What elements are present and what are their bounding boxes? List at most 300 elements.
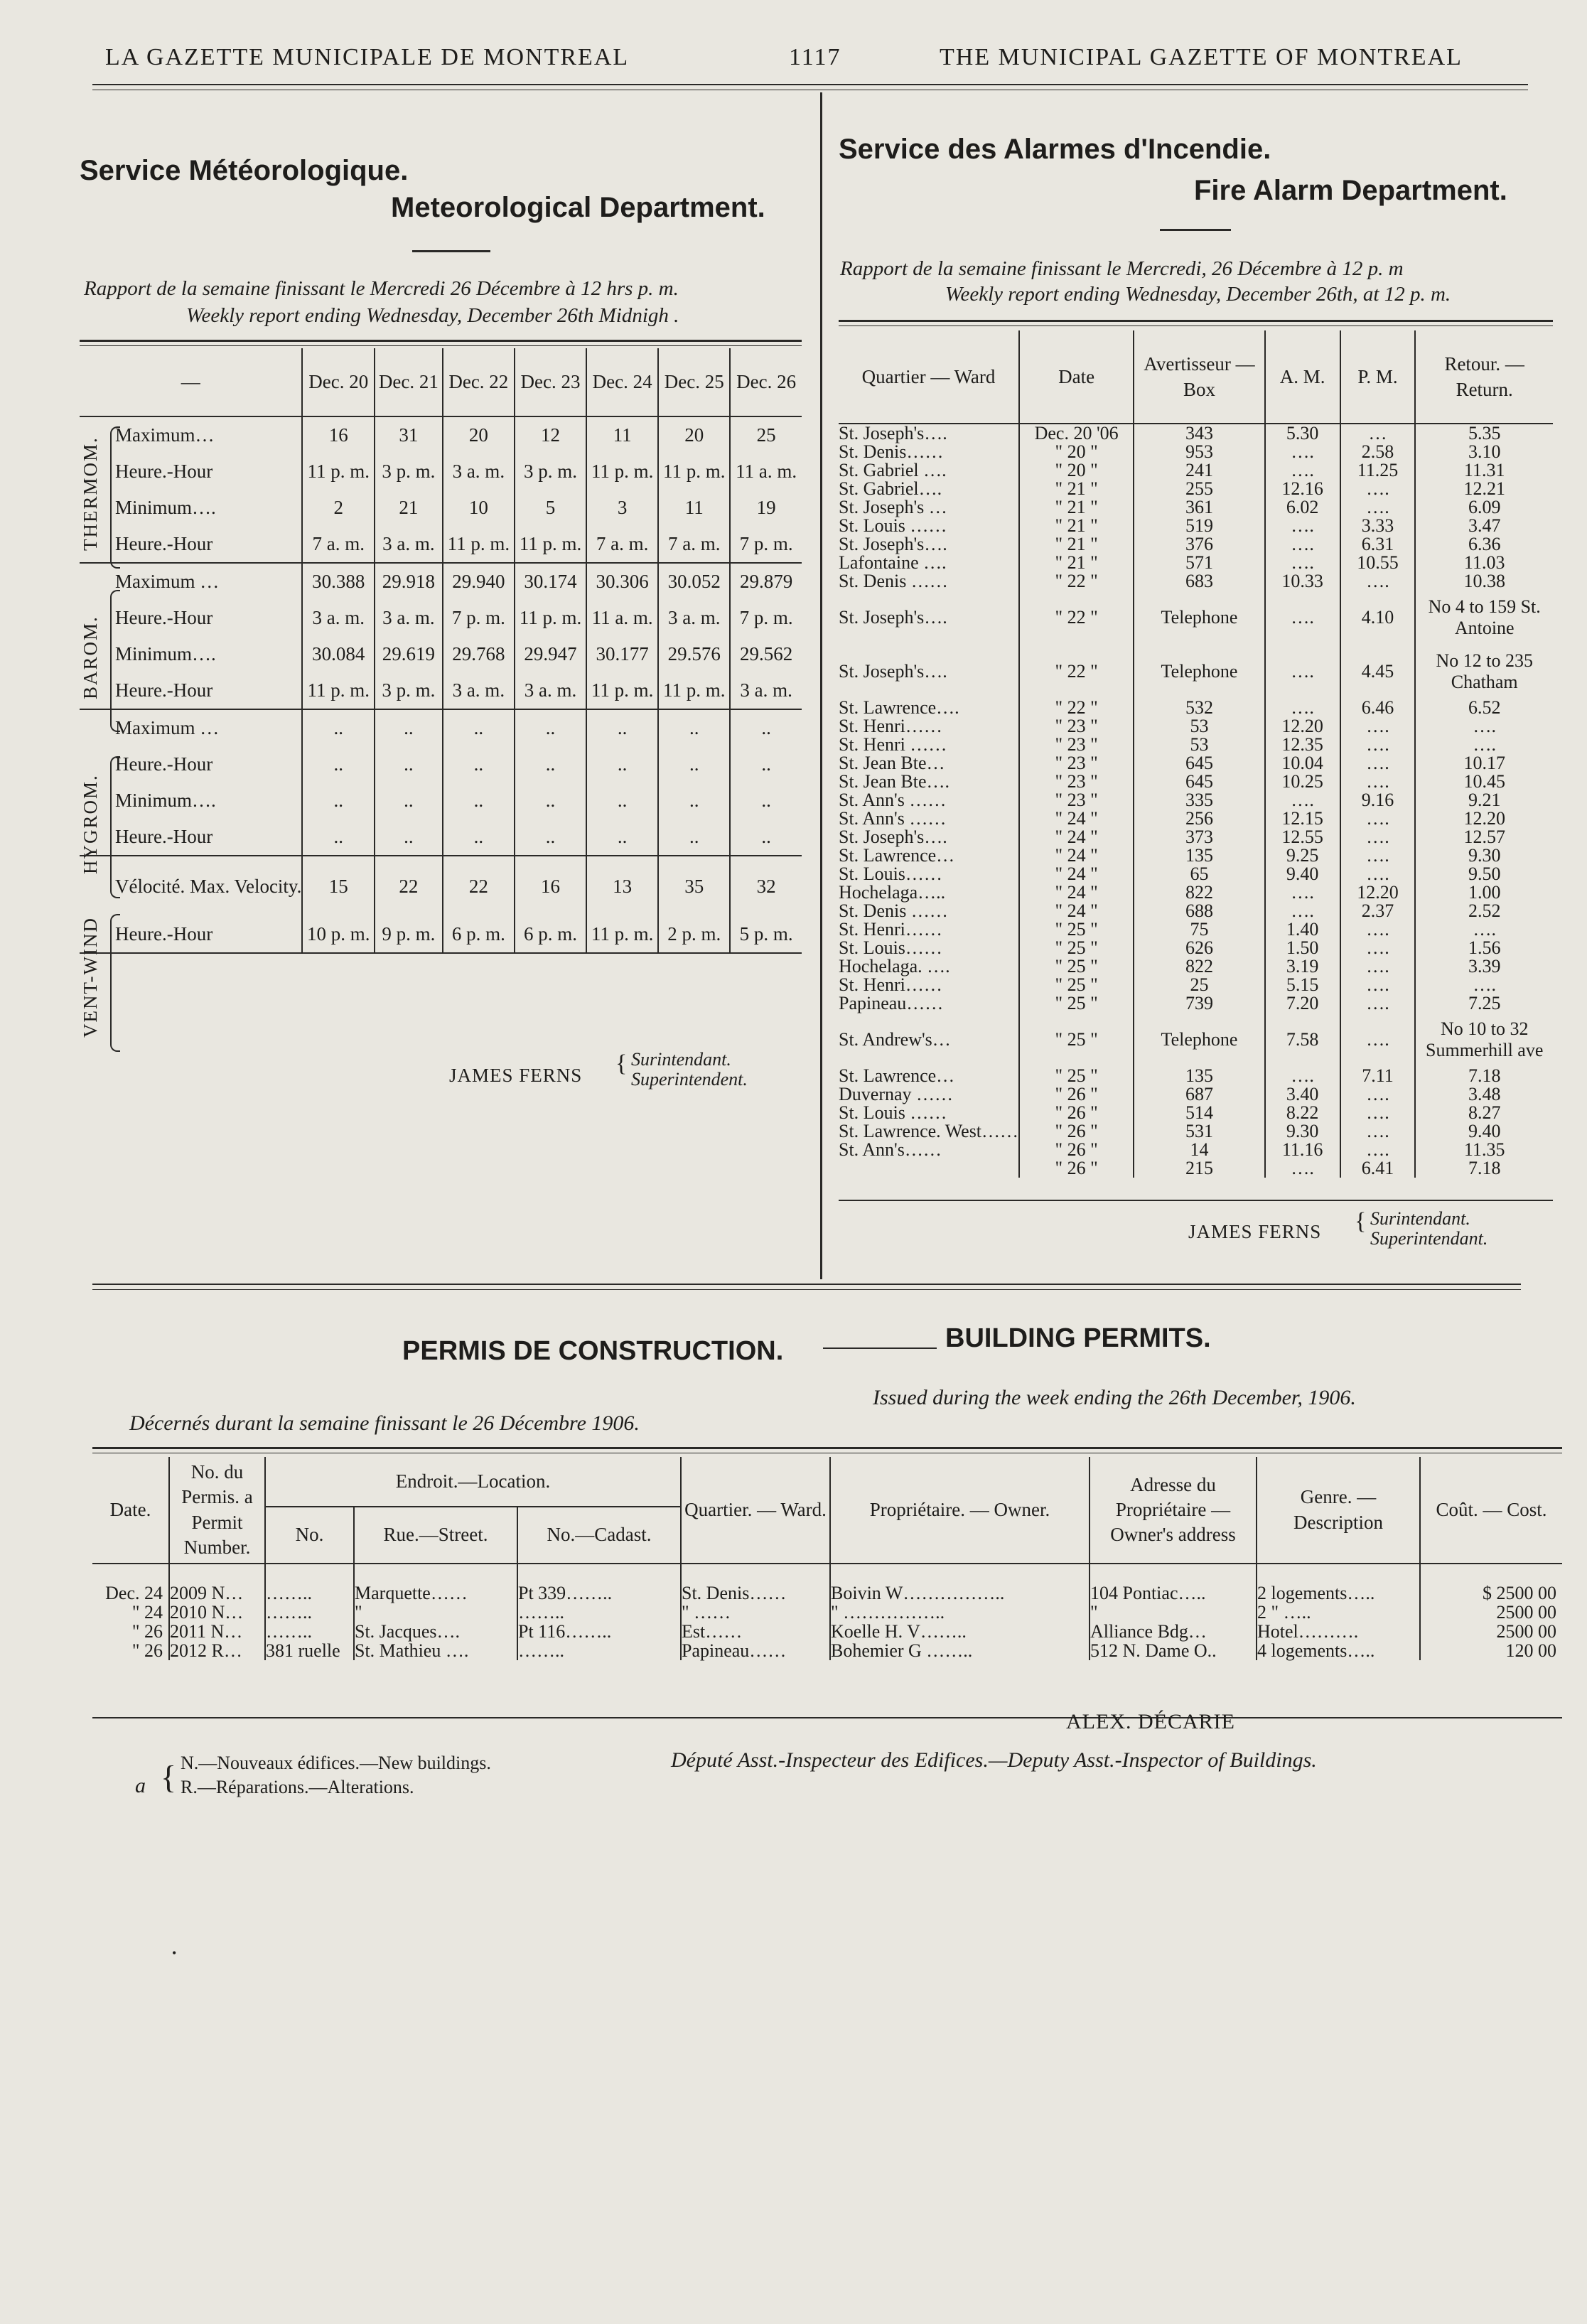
permits-cell-street: St. Mathieu ….: [354, 1641, 517, 1660]
meteo-row-label: Maximum …: [115, 571, 220, 592]
fire-cell: " 21 ": [1019, 517, 1134, 535]
fire-cell: ….: [1340, 865, 1416, 883]
fire-cell: 6.09: [1415, 498, 1553, 517]
fire-cell: 3.48: [1415, 1085, 1553, 1104]
meteo-cell: 3 a. m.: [443, 453, 515, 490]
permits-col-no: No.: [265, 1507, 354, 1564]
meteo-cell: 7 p. m.: [730, 526, 802, 563]
fire-cell: 335: [1134, 791, 1264, 809]
meteo-cell: ..: [730, 819, 802, 856]
fire-cell: 10.55: [1340, 554, 1416, 572]
fire-row: [839, 1085, 1553, 1104]
permits-table: [92, 1457, 1562, 1660]
fire-cell: ….: [1415, 976, 1553, 994]
fire-row: [839, 883, 1553, 902]
meteo-cell: 20: [443, 416, 515, 453]
meteo-cell: 11 p. m.: [302, 672, 375, 709]
fire-row: [839, 717, 1553, 736]
permits-subtitle-en: Issued during the week ending the 26th December, 1906.: [873, 1386, 1356, 1409]
permits-spacer-cell: [1257, 1564, 1420, 1583]
fire-cell: " 24 ": [1019, 809, 1134, 828]
meteo-cell: ..: [302, 746, 375, 782]
meteo-cell: ..: [443, 819, 515, 856]
fire-row: [839, 645, 1553, 699]
meteo-row-label: Heure.-Hour: [80, 672, 302, 709]
fire-row: [839, 1122, 1553, 1141]
fire-cell: " 23 ": [1019, 791, 1134, 809]
meteo-cell: 3 p. m.: [375, 672, 443, 709]
hygrom-label: HYGROM.: [80, 774, 101, 875]
permits-cell-address: 512 N. Dame O..: [1090, 1641, 1257, 1660]
fire-cell: 9.40: [1265, 865, 1340, 883]
meteo-cell: 11 p. m.: [586, 453, 658, 490]
meteo-row: [80, 709, 802, 746]
fire-cell: " 20 ": [1019, 443, 1134, 461]
fire-table-body: [839, 424, 1553, 1178]
fire-cell: " 24 ": [1019, 883, 1134, 902]
permits-cell-permit: 2009 N…: [169, 1583, 265, 1603]
fire-cell: 9.50: [1415, 865, 1553, 883]
fire-cell: Dec. 20 '06: [1019, 424, 1134, 443]
fire-row: [839, 480, 1553, 498]
fire-signature-title-fr: Surintendant.: [1370, 1208, 1470, 1229]
fire-cell: 2.37: [1340, 902, 1416, 920]
fire-cell: 9.30: [1265, 1122, 1340, 1141]
fire-cell: ….: [1340, 1141, 1416, 1159]
meteo-row: [80, 819, 802, 856]
fire-cell: 7.18: [1415, 1159, 1553, 1178]
fire-cell: 6.36: [1415, 535, 1553, 554]
fire-title-en: Fire Alarm Department.: [1194, 175, 1507, 206]
fire-cell: ….: [1265, 645, 1340, 699]
fire-row: [839, 957, 1553, 976]
fire-cell: 8.22: [1265, 1104, 1340, 1122]
permits-spacer-cell: [681, 1564, 830, 1583]
fire-cell: 9.21: [1415, 791, 1553, 809]
fire-cell: 6.46: [1340, 699, 1416, 717]
meteo-cell: 19: [730, 490, 802, 526]
fire-cell: 683: [1134, 572, 1264, 591]
fire-cell: 4.10: [1340, 591, 1416, 645]
permits-header-row-1: [92, 1457, 1562, 1507]
footnote-brace: {: [161, 1759, 177, 1795]
thermom-label: THERMOM.: [80, 436, 101, 552]
fire-cell: 688: [1134, 902, 1264, 920]
fire-cell: 953: [1134, 443, 1264, 461]
meteo-cell: 30.174: [515, 563, 586, 600]
fire-cell: St. Andrew's…: [839, 1029, 951, 1050]
permits-top-rule: [92, 1284, 1521, 1285]
fire-cell: " 24 ": [1019, 865, 1134, 883]
fire-cell: ….: [1340, 828, 1416, 846]
fire-row: [839, 1159, 1553, 1178]
permits-table-top-rule: [92, 1447, 1562, 1449]
fire-cell: ….: [1340, 939, 1416, 957]
fire-cell: 7.25: [1415, 994, 1553, 1013]
fire-cell: " 21 ": [1019, 554, 1134, 572]
meteo-cell: ..: [375, 746, 443, 782]
fire-cell: 6.52: [1415, 699, 1553, 717]
fire-cell: 7.11: [1340, 1067, 1416, 1085]
fire-cell: No 4 to 159 St. Antoine: [1415, 591, 1553, 645]
meteo-cell: 11 a. m.: [730, 453, 802, 490]
fire-cell: 4.45: [1340, 645, 1416, 699]
permits-col-description: Genre. — Description: [1257, 1457, 1420, 1564]
meteo-cell: ..: [586, 709, 658, 746]
fire-cell: " 20 ": [1019, 461, 1134, 480]
fire-cell: No 10 to 32 Summerhill ave: [1415, 1013, 1553, 1067]
fire-cell: " 22 ": [1019, 591, 1134, 645]
fire-cell: " 26 ": [1019, 1159, 1134, 1178]
permits-cell-address: 104 Pontiac…..: [1090, 1583, 1257, 1603]
meteo-cell: ..: [658, 782, 730, 819]
meteo-cell: 10: [443, 490, 515, 526]
fire-cell: ….: [1265, 1067, 1340, 1085]
meteo-cell: ..: [515, 746, 586, 782]
fire-cell: 3.47: [1415, 517, 1553, 535]
meteo-row: [80, 526, 802, 563]
fire-cell: 6.02: [1265, 498, 1340, 517]
meteo-col-dec23: Dec. 23: [515, 348, 586, 416]
header-left: LA GAZETTE MUNICIPALE DE MONTREAL: [105, 44, 630, 70]
meteo-cell: ..: [730, 782, 802, 819]
meteo-cell: 3 a. m.: [658, 600, 730, 636]
permits-signature-title: Député Asst.-Inspecteur des Edifices.—Deputy Asst.-Inspector of Buildings.: [671, 1748, 1317, 1772]
meteo-cell: 2 p. m.: [658, 916, 730, 953]
fire-cell: [839, 1159, 1019, 1178]
permits-cell-date: " 26: [131, 1640, 163, 1661]
meteo-cell: 29.576: [658, 636, 730, 672]
fire-cell: 11.16: [1265, 1141, 1340, 1159]
fire-cell: 822: [1134, 883, 1264, 902]
permits-subtitle-fr: Décernés durant la semaine finissant le 26 Décembre 1906.: [129, 1411, 640, 1435]
fire-cell: St. Lawrence…: [839, 845, 955, 866]
fire-row: [839, 498, 1553, 517]
permits-title-fr: PERMIS DE CONSTRUCTION.: [402, 1336, 784, 1366]
meteo-cell: 11 p. m.: [515, 600, 586, 636]
meteo-table: [80, 348, 802, 954]
fire-cell: 12.15: [1265, 809, 1340, 828]
meteo-signature-title-fr: Surintendant.: [631, 1049, 731, 1070]
meteo-table-top-rule: [80, 340, 802, 342]
permits-top-rule-thin: [92, 1289, 1521, 1290]
permits-col-date: Date.: [92, 1457, 169, 1564]
fire-cell: 12.55: [1265, 828, 1340, 846]
fire-cell: 531: [1134, 1122, 1264, 1141]
fire-cell: St. Joseph's….: [839, 607, 947, 628]
meteo-cell: 3 a. m.: [443, 672, 515, 709]
fire-row: [839, 1067, 1553, 1085]
meteo-col-dec20: Dec. 20: [302, 348, 375, 416]
permits-cell-cost: 120 00: [1420, 1641, 1562, 1660]
fire-cell: Hochelaga…..: [839, 882, 946, 903]
fire-cell: " 23 ": [1019, 717, 1134, 736]
meteo-col-blank: —: [80, 348, 302, 416]
meteo-cell: 30.084: [302, 636, 375, 672]
fire-cell: St. Denis ……: [839, 900, 948, 921]
fire-cell: ….: [1265, 791, 1340, 809]
fire-cell: ….: [1340, 957, 1416, 976]
permits-cell-owner: Boivin W……………..: [830, 1583, 1090, 1603]
fire-cell: 10.04: [1265, 754, 1340, 773]
fire-cell: St. Joseph's …: [839, 497, 947, 517]
meteo-cell: ..: [443, 709, 515, 746]
permits-cell-description: 4 logements…..: [1257, 1641, 1420, 1660]
permits-cell-address: ": [1090, 1603, 1257, 1622]
meteo-cell: ..: [730, 746, 802, 782]
vent-label: VENT-WIND: [80, 917, 101, 1038]
fire-cell: St. Joseph's….: [839, 661, 947, 682]
permits-spacer-cell: [92, 1564, 169, 1583]
permits-cell-description: 2 " …..: [1257, 1603, 1420, 1622]
fire-col-pm: P. M.: [1340, 330, 1416, 424]
fire-row: [839, 461, 1553, 480]
fire-cell: Papineau……: [839, 993, 944, 1013]
meteo-cell: 22: [375, 856, 443, 916]
meteo-row-label: Heure.-Hour: [80, 526, 302, 563]
meteo-row-label: Maximum…: [115, 424, 215, 446]
fire-cell: " 23 ": [1019, 773, 1134, 791]
fire-cell: ….: [1340, 754, 1416, 773]
meteo-cell: 29.619: [375, 636, 443, 672]
fire-cell: 12.35: [1265, 736, 1340, 754]
meteo-cell: 3 a. m.: [375, 526, 443, 563]
permits-spacer-cell: [1090, 1564, 1257, 1583]
permits-title-dash: [823, 1347, 937, 1349]
meteo-cell: 11 p. m.: [586, 672, 658, 709]
fire-cell: 3.10: [1415, 443, 1553, 461]
meteo-cell: 11: [586, 416, 658, 453]
fire-cell: 25: [1134, 976, 1264, 994]
permits-spacer-cell: [265, 1564, 354, 1583]
meteo-table-top-rule-thin: [80, 345, 802, 346]
fire-row: [839, 773, 1553, 791]
fire-cell: St. Joseph's….: [839, 827, 947, 847]
fire-row: [839, 1013, 1553, 1067]
fire-cell: 1.00: [1415, 883, 1553, 902]
permits-cell-cadast: Pt 339……..: [517, 1583, 681, 1603]
permits-cell-ward: Papineau……: [681, 1641, 830, 1660]
meteo-cell: ..: [302, 782, 375, 819]
meteo-cell: 3 a. m.: [302, 600, 375, 636]
fire-signature-brace: {: [1355, 1208, 1367, 1234]
fire-cell: 10.38: [1415, 572, 1553, 591]
permits-cell-permit: 2011 N…: [169, 1622, 265, 1641]
meteo-col-dec21: Dec. 21: [375, 348, 443, 416]
permits-cell-cost: $ 2500 00: [1420, 1583, 1562, 1603]
fire-cell: 11.03: [1415, 554, 1553, 572]
meteo-cell: 30.177: [586, 636, 658, 672]
footnote-marker: a: [135, 1774, 146, 1797]
fire-row: [839, 809, 1553, 828]
meteo-cell: ..: [375, 709, 443, 746]
meteo-row: [80, 746, 802, 782]
permits-col-street: Rue.—Street.: [354, 1507, 517, 1564]
meteo-cell: 29.940: [443, 563, 515, 600]
fire-cell: 14: [1134, 1141, 1264, 1159]
meteo-cell: 3 a. m.: [375, 600, 443, 636]
fire-cell: " 25 ": [1019, 939, 1134, 957]
fire-cell: " 23 ": [1019, 754, 1134, 773]
meteo-cell: 29.562: [730, 636, 802, 672]
meteo-cell: ..: [515, 709, 586, 746]
permits-row: [92, 1622, 1562, 1641]
fire-row: [839, 699, 1553, 717]
fire-cell: 65: [1134, 865, 1264, 883]
meteo-cell: ..: [443, 746, 515, 782]
fire-cell: 10.25: [1265, 773, 1340, 791]
fire-cell: 645: [1134, 754, 1264, 773]
meteo-row-label: Heure.-Hour: [115, 753, 213, 775]
fire-cell: ….: [1340, 1122, 1416, 1141]
fire-cell: ….: [1340, 1104, 1416, 1122]
meteo-row: [80, 782, 802, 819]
fire-row: [839, 736, 1553, 754]
meteo-row: [80, 563, 802, 600]
header-rule: [92, 84, 1528, 85]
meteo-report-en: Weekly report ending Wednesday, December 26th Midnigh .: [186, 304, 679, 327]
fire-cell: Telephone: [1134, 645, 1264, 699]
meteo-cell: 11 a. m.: [586, 600, 658, 636]
permits-cell-date: " 24: [131, 1602, 163, 1623]
meteo-cell: 30.052: [658, 563, 730, 600]
fire-cell: " 22 ": [1019, 699, 1134, 717]
permits-spacer-cell: [1420, 1564, 1562, 1583]
meteo-row: [80, 916, 802, 953]
meteo-cell: ..: [515, 782, 586, 819]
fire-row: [839, 939, 1553, 957]
fire-cell: 12.16: [1265, 480, 1340, 498]
meteo-cell: ..: [658, 746, 730, 782]
permits-cell-street: ": [354, 1603, 517, 1622]
meteo-row: [80, 636, 802, 672]
fire-row: [839, 572, 1553, 591]
meteo-row-label: Minimum….: [115, 643, 216, 665]
fire-row: [839, 1104, 1553, 1122]
meteo-col-dec22: Dec. 22: [443, 348, 515, 416]
meteo-cell: 35: [658, 856, 730, 916]
fire-short-rule: [1160, 229, 1231, 231]
meteo-cell: ..: [375, 782, 443, 819]
fire-cell: Hochelaga. ….: [839, 956, 950, 977]
meteo-cell: 16: [515, 856, 586, 916]
fire-cell: 3.39: [1415, 957, 1553, 976]
fire-cell: 1.50: [1265, 939, 1340, 957]
fire-cell: 135: [1134, 1067, 1264, 1085]
fire-cell: " 26 ": [1019, 1104, 1134, 1122]
fire-report-fr: Rapport de la semaine finissant le Mercredi, 26 Décembre à 12 p. m: [840, 257, 1404, 280]
fire-cell: St. Joseph's….: [839, 423, 947, 443]
fire-cell: ….: [1340, 498, 1416, 517]
fire-cell: " 23 ": [1019, 736, 1134, 754]
fire-cell: St. Denis ……: [839, 571, 948, 591]
fire-cell: 373: [1134, 828, 1264, 846]
permits-cell-owner: Bohemier G ……..: [830, 1641, 1090, 1660]
meteo-cell: 10 p. m.: [302, 916, 375, 953]
fire-cell: 9.16: [1340, 791, 1416, 809]
fire-cell: 53: [1134, 736, 1264, 754]
permits-col-cadast: No.—Cadast.: [517, 1507, 681, 1564]
fire-cell: " 22 ": [1019, 572, 1134, 591]
fire-cell: 5.35: [1415, 424, 1553, 443]
fire-cell: 822: [1134, 957, 1264, 976]
fire-cell: 12.57: [1415, 828, 1553, 846]
fire-cell: St. Louis ……: [839, 1102, 947, 1123]
permits-cell-street: St. Jacques….: [354, 1622, 517, 1641]
fire-cell: 12.20: [1340, 883, 1416, 902]
permits-signature-name: ALEX. DÉCARIE: [1066, 1710, 1235, 1733]
fire-cell: 3.33: [1340, 517, 1416, 535]
meteo-cell: ..: [375, 819, 443, 856]
meteo-row: [80, 453, 802, 490]
fire-cell: St. Jean Bte…: [839, 753, 945, 773]
permits-col-owner: Propriétaire. — Owner.: [830, 1457, 1090, 1564]
permits-cell-owner: Koelle H. V……..: [830, 1622, 1090, 1641]
meteo-cell: 11 p. m.: [443, 526, 515, 563]
meteo-cell: ..: [586, 746, 658, 782]
permits-cell-ward: " ……: [681, 1603, 830, 1622]
fire-row: [839, 424, 1553, 443]
meteo-cell: 7 p. m.: [730, 600, 802, 636]
fire-cell: 10.17: [1415, 754, 1553, 773]
meteo-row: [80, 856, 802, 916]
fire-header-row: [839, 330, 1553, 424]
meteo-title-en: Meteorological Department.: [391, 192, 765, 223]
permits-title-en: BUILDING PERMITS.: [945, 1323, 1211, 1353]
meteo-cell: 11 p. m.: [658, 672, 730, 709]
fire-cell: 687: [1134, 1085, 1264, 1104]
meteo-row-label: Heure.-Hour: [115, 607, 213, 628]
fire-cell: 2.58: [1340, 443, 1416, 461]
meteo-row-label: Heure.-Hour: [80, 819, 302, 856]
fire-cell: " 25 ": [1019, 920, 1134, 939]
meteo-cell: 22: [443, 856, 515, 916]
fire-cell: St. Lawrence. West……: [839, 1121, 1019, 1141]
meteo-cell: 31: [375, 416, 443, 453]
fire-row: [839, 554, 1553, 572]
fire-cell: 1.40: [1265, 920, 1340, 939]
fire-cell: 11.25: [1340, 461, 1416, 480]
fire-cell: 5.30: [1265, 424, 1340, 443]
fire-cell: 739: [1134, 994, 1264, 1013]
fire-cell: 626: [1134, 939, 1264, 957]
fire-row: [839, 846, 1553, 865]
fire-cell: 11.31: [1415, 461, 1553, 480]
meteo-table-body: [80, 416, 802, 953]
fire-row: [839, 443, 1553, 461]
fire-cell: 10.45: [1415, 773, 1553, 791]
fire-cell: Telephone: [1134, 1013, 1264, 1067]
fire-cell: " 21 ": [1019, 535, 1134, 554]
fire-cell: 376: [1134, 535, 1264, 554]
meteo-row: [80, 416, 802, 453]
fire-row: [839, 754, 1553, 773]
meteo-cell: 12: [515, 416, 586, 453]
meteo-cell: 29.947: [515, 636, 586, 672]
fire-row: [839, 791, 1553, 809]
permits-cell-no: ……..: [265, 1603, 354, 1622]
meteo-cell: 29.768: [443, 636, 515, 672]
fire-cell: St. Ann's……: [839, 1139, 942, 1160]
fire-cell: 645: [1134, 773, 1264, 791]
fire-cell: 12.20: [1415, 809, 1553, 828]
fire-cell: St. Louis ……: [839, 515, 947, 536]
fire-cell: ….: [1340, 920, 1416, 939]
footnote-new: N.—Nouveaux édifices.—New buildings.: [181, 1753, 491, 1773]
permits-cell-street: Marquette……: [354, 1583, 517, 1603]
meteo-cell: 30.306: [586, 563, 658, 600]
permits-spacer-cell: [169, 1564, 265, 1583]
